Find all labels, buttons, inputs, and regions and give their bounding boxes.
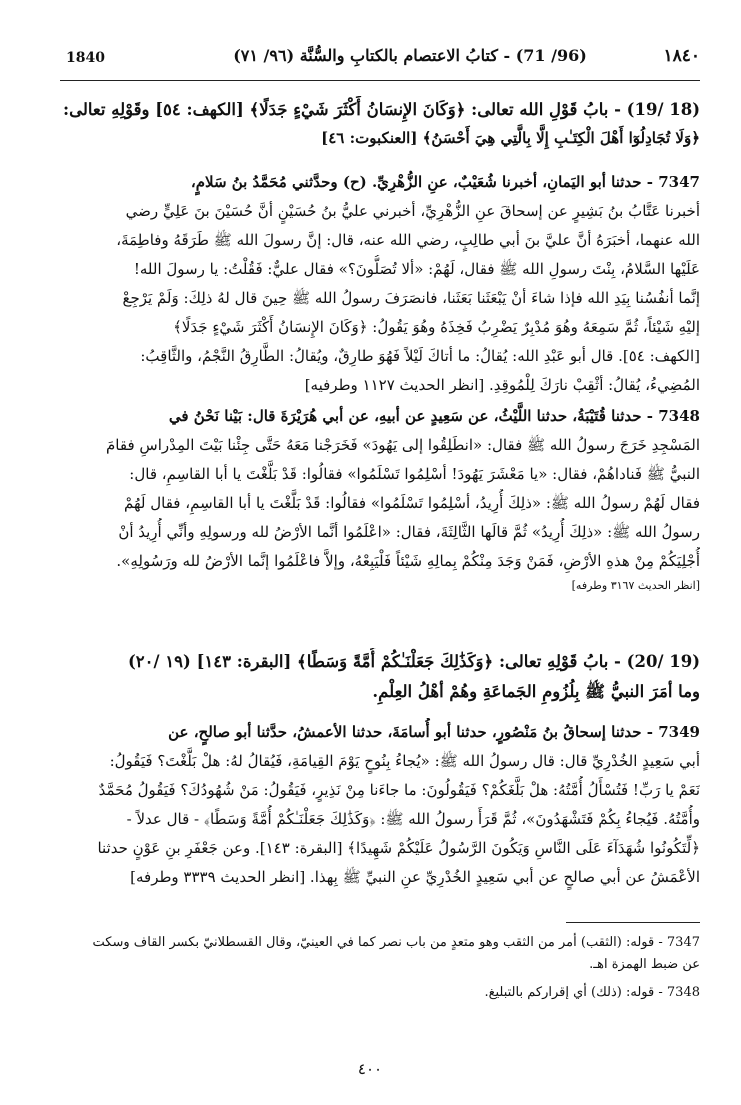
footer-page-number: ٤٠٠ xyxy=(357,1060,383,1078)
hadith-line: 7347 - حدثنا أبو اليَمانِ، أخبرنا شُعَيْبٌ، عنِ الزُّهْرِيِّ. (ح) وحدَّثني مُحَمَّدُ بنُ سَلامٍ، xyxy=(190,173,700,191)
hadith-7348 xyxy=(60,402,700,596)
hadith-line: النبيُّ ﷺ فَناداهُمْ، فقال: «يا مَعْشَرَ يَهُودَ! أسْلِمُوا تَسْلَمُوا» فقالُوا: قَدْ بَلَّغْتَ يا أبا القاسِمِ، قال: xyxy=(129,465,700,483)
hadith-line: ﴿لِّتَكُونُوا شُهَدَآءَ عَلَى النَّاسِ وَيَكُونَ الرَّسُولُ عَلَيْكُمْ شَهِيدًا﴾ [البقرة: ١٤٣]. وعن جَعْفَرِ بنِ عَوْنٍ حدثنا xyxy=(97,839,700,857)
chapter-heading-2-subtitle: وما أمَرَ النبيُّ ﷺ بِلُزُومِ الجَماعَةِ وهُمْ أهْلُ العِلْمِ. xyxy=(372,682,700,701)
footnote-7348: 7348 - قوله: (ذلك) أي إقراركم بالتبليغ. xyxy=(484,985,700,1000)
hadith-7347 xyxy=(60,168,700,400)
hadith-line: أبي سَعِيدٍ الخُدْرِيِّ قال: قال رسولُ الله ﷺ: «يُجاءُ بِنُوحٍ يَوْمَ القِيامَةِ، فَيُقالُ لهُ: هلْ بَلَّغْتَ؟ فَيَقُولُ: xyxy=(109,752,700,770)
hadith-line: الله عنهما، أخبَرَهُ أنَّ عليَّ بنَ أبي طالِبٍ، رضي الله عنه، قال: إنَّ رسولَ الله ﷺ طَرَقَهُ وفاطِمَةَ، xyxy=(116,231,700,249)
hadith-line: [الكهف: ٥٤]. قال أبو عَبْدِ الله: يُقالُ: ما أتاكَ لَيْلاً فَهُوَ طارِقٌ، ويُقالُ: الطَّارِقُ النَّجْمُ، والثَّاقِبُ: xyxy=(140,347,700,365)
hadith-line: المَسْجِدِ خَرَجَ رسولُ الله ﷺ فقال: «انطَلِقُوا إلى يَهُودَ» فَخَرَجْنا مَعَهُ حَتَّى جِئْنا بَيْتَ المِدْراسِ فقامَ xyxy=(106,436,700,454)
hadith-line: إنَّما أنفُسُنا بِيَدِ الله فإذا شاءَ أنْ يَبْعَثَنا بَعَثَنا، فانصَرَفَ رسولُ الله ﷺ حِينَ قال لهُ ذلِكَ: وَلَمْ يَرْجِعْ xyxy=(122,289,700,307)
hadith-line: المُضِيءُ، يُقالُ: أثْقِبْ نارَكَ لِلْمُوقِدِ. [انظر الحديث ١١٢٧ وطرفيه] xyxy=(304,376,700,394)
chapter-heading-2: (19 /20) - بابُ قَوْلِهِ تعالى: ﴿وَكَذَٰلِكَ جَعَلْنَـٰكُمْ أُمَّةً وَسَطًا﴾ [البقرة: ١٤٣] (١٩ /٢٠) xyxy=(127,652,700,671)
chapter-heading-1: (18 /19) - بابُ قَوْلِ الله تعالى: ﴿وَكَانَ الإِنسَانُ أَكْثَرَ شَيْءٍ جَدَلًا﴾ [الكهف: ٥٤] وقَوْلِهِ تعالى: xyxy=(63,100,700,119)
page-number-arabic: ١٨٤٠ xyxy=(663,46,700,66)
running-title: (96/ 71) - كتابُ الاعتصام بالكتابِ والسُّنَّة (٩٦/ ٧١) xyxy=(233,46,587,65)
hadith-line: نَعَمْ يا رَبِّ! فَتُسْأَلُ أُمَّتُهُ: هلْ بَلَّغَكُمْ؟ فَيَقُولُونَ: ما جاءَنا مِنْ نَذِيرٍ، فَيَقُولُ: مَنْ شُهُودُكَ؟ فَيَقُولُ مُحَمَّدٌ xyxy=(98,781,700,799)
page-number-latin: 1840 xyxy=(66,50,105,66)
chapter-heading-1-verse: ﴿وَلَا تُجَادِلُوٓا أَهْلَ الْكِتَـٰبِ إِلَّا بِالَّتِي هِيَ أَحْسَنُ﴾ [العنكبوت: ٤٦] xyxy=(321,129,700,147)
footnote-7347: 7347 - قوله: (الثقب) أمر من الثقب وهو متعدٍ من باب نصر كما في العينيّ، وقال القسطلانيّ بكسر القاف وسكت xyxy=(92,935,700,950)
hadith-line: عَلَيْها السَّلامُ، بِنْتَ رسولِ الله ﷺ فقال، لَهُمْ: «ألا تُصَلُّونَ؟» فقال عليٌّ: فَقُلْتُ: يا رسولَ الله! xyxy=(133,260,700,278)
footnote-divider xyxy=(566,922,700,923)
footnotes xyxy=(60,932,700,1004)
hadith-line: رسولُ الله ﷺ: «ذلِكَ أُرِيدُ» ثُمَّ قالَها الثَّالِثَةَ، فقال: «اعْلَمُوا أنَّما الأرْضُ لله ورسولِهِ وأنِّي أُرِيدُ أنْ xyxy=(118,523,700,541)
hadith-line: أخبرنا عَتَّابُ بنُ بَشِيرٍ عن إسحاقَ عنِ الزُّهْرِيِّ، أخبرني عليُّ بنُ حُسَيْنٍ أنَّ حُسَيْنَ بنَ عَلِيٍّ رضي xyxy=(125,202,700,220)
cross-reference: [انظر الحديث ٣١٦٧ وطرفه] xyxy=(571,579,700,592)
header-divider xyxy=(60,80,700,81)
hadith-line: وأُمَّتُهُ. فَيُجاءُ بِكُمْ فَتَشْهَدُونَ»، ثُمَّ قَرَأَ رسولُ الله ﷺ: ﴿وَكَذَٰلِكَ جَعَلْنَـٰكُمْ أُمَّةً وَسَطًا﴾ - قال عدلاً - xyxy=(126,810,700,828)
hadith-line: فقال لَهُمْ رسولُ الله ﷺ: «ذلِكَ أُرِيدُ، أسْلِمُوا تَسْلَمُوا» فقالُوا: قَدْ بَلَّغْتَ يا أبا القاسِمِ، فقال لَهُمْ xyxy=(124,494,700,512)
hadith-line: إليْهِ شَيْئاً، ثُمَّ سَمِعَهُ وهُوَ مُدْبِرٌ يَضْرِبُ فَخِذَهُ وهُوَ يَقُولُ: ﴿وَكَانَ الإِنسَانُ أَكْثَرَ شَيْءٍ جَدَلًا﴾ xyxy=(173,318,700,336)
hadith-line: أُجْلِيَكُمْ مِنْ هذهِ الأرْضِ، فَمَنْ وَجَدَ مِنْكُمْ بِمالِهِ شَيْئاً فَلْيَبِعْهُ، وإلاَّ فاعْلَمُوا إنَّما الأرْضُ لله ورَسُولِهِ». xyxy=(116,552,700,570)
page-header xyxy=(60,44,700,72)
hadith-7349 xyxy=(60,718,700,892)
hadith-line: 7349 - حدثنا إسحاقُ بنُ مَنْصُورٍ، حدثنا أبو أُسامَةَ، حدثنا الأعمشُ، حدَّثنا أبو صالحٍ، عن xyxy=(168,723,700,741)
hadith-line: 7348 - حدثنا قُتَيْبَةُ، حدثنا اللَّيْثُ، عن سَعِيدٍ عن أبيهِ، عن أبي هُرَيْرَةَ قال: بَيْنا نَحْنُ في xyxy=(168,407,700,425)
hadith-line: الأعْمَشُ عن أبي صالحٍ عن أبي سَعِيدٍ الخُدْرِيِّ عنِ النبيِّ ﷺ بِهذا. [انظر الحديث ٣٣٣٩ وطرفه] xyxy=(130,868,700,886)
footnote-7347-cont: عن ضبط الهمزة اهـ. xyxy=(589,957,700,972)
